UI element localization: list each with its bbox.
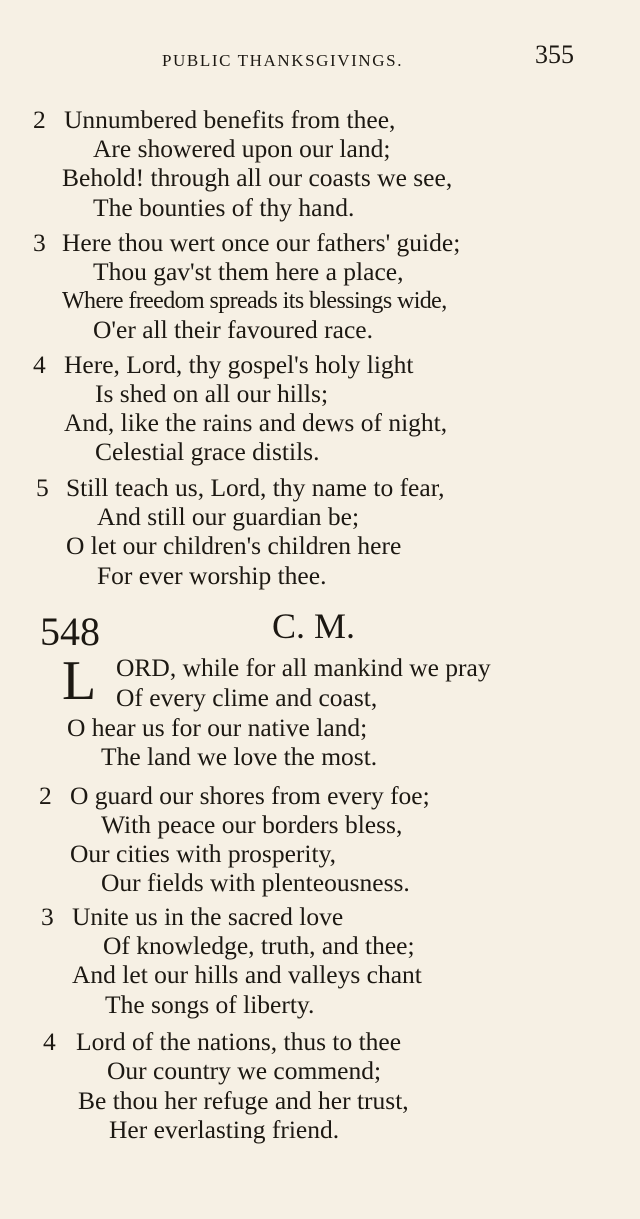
verse-line: Her everlasting friend.	[109, 1115, 340, 1144]
verse-line: Here, Lord, thy gospel's holy light	[64, 350, 414, 379]
running-header: PUBLIC THANKSGIVINGS.	[162, 51, 404, 70]
verse-line: Our cities with prosperity,	[70, 839, 337, 868]
verse-line: Still teach us, Lord, thy name to fear,	[66, 473, 445, 502]
verse-line: Our fields with plenteousness.	[101, 868, 410, 897]
verse-number: 4	[43, 1027, 56, 1056]
verse-line: With peace our borders bless,	[101, 810, 403, 839]
verse-line: Lord of the nations, thus to thee	[76, 1027, 402, 1056]
verse-line: Where freedom spreads its blessings wide,	[62, 288, 447, 314]
verse-line: ORD, while for all mankind we pray	[116, 653, 491, 682]
verse-line: And let our hills and valleys chant	[72, 960, 422, 989]
verse-line: Our country we commend;	[107, 1056, 382, 1085]
verse-line: O guard our shores from every foe;	[70, 781, 430, 810]
verse-line: Thou gav'st them here a place,	[93, 257, 404, 286]
verse-line: Are showered upon our land;	[93, 134, 391, 163]
hymn-meter: C. M.	[272, 606, 356, 646]
verse-line: Of knowledge, truth, and thee;	[103, 931, 415, 960]
verse-line: For ever worship thee.	[97, 561, 327, 590]
verse-line: The songs of liberty.	[105, 990, 315, 1019]
drop-cap: L	[62, 650, 97, 712]
verse-line: The bounties of thy hand.	[93, 193, 355, 222]
verse-line: And still our guardian be;	[97, 502, 360, 531]
verse-number: 5	[36, 473, 49, 502]
verse-line: The land we love the most.	[101, 742, 378, 771]
verse-number: 3	[33, 228, 46, 257]
verse-line: Behold! through all our coasts we see,	[62, 163, 453, 192]
verse-number: 3	[41, 902, 54, 931]
page-number: 355	[535, 40, 574, 69]
verse-line: Of every clime and coast,	[116, 683, 378, 712]
verse-line: Unite us in the sacred love	[72, 902, 344, 931]
verse-line: Is shed on all our hills;	[95, 379, 329, 408]
verse-number: 4	[33, 350, 46, 379]
verse-line: Here thou wert once our fathers' guide;	[62, 228, 461, 257]
verse-line: And, like the rains and dews of night,	[64, 408, 448, 437]
verse-number: 2	[39, 781, 52, 810]
verse-line: O'er all their favoured race.	[93, 315, 373, 344]
verse-line: O hear us for our native land;	[67, 713, 368, 742]
verse-number: 2	[33, 105, 46, 134]
verse-line: Celestial grace distils.	[95, 437, 320, 466]
verse-line: Unnumbered benefits from thee,	[64, 105, 396, 134]
verse-line: Be thou her refuge and her trust,	[78, 1086, 409, 1115]
verse-line: O let our children's children here	[66, 531, 402, 560]
hymn-number: 548	[40, 609, 100, 654]
